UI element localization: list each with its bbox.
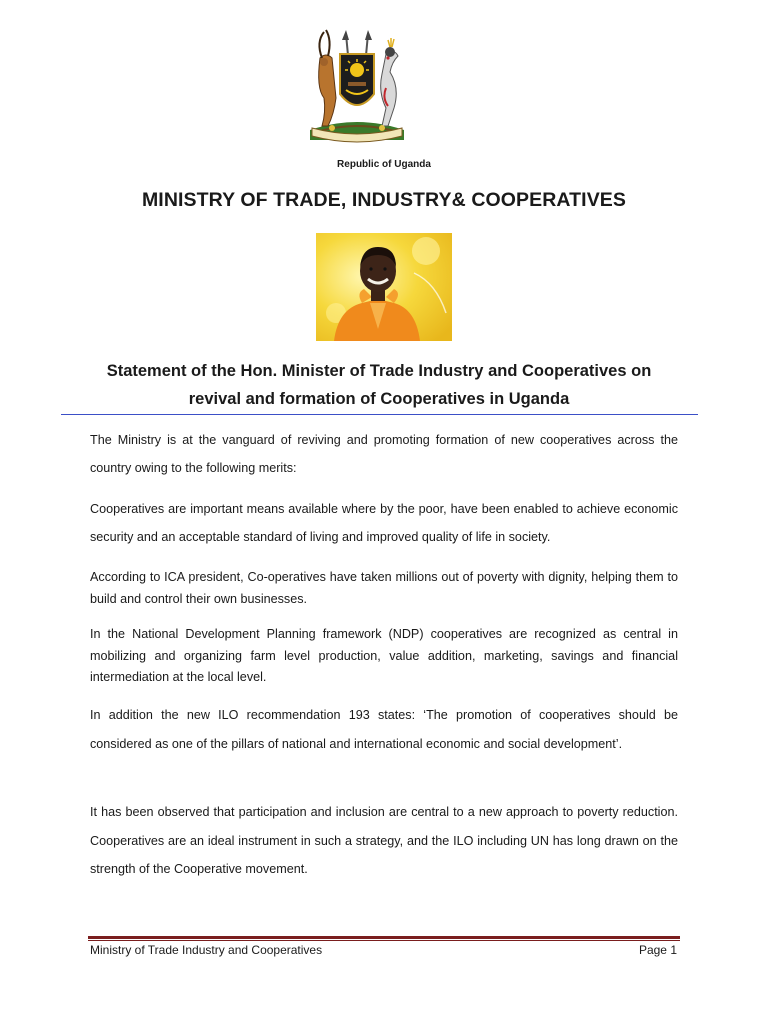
paragraph-3: According to ICA president, Co-operatives have taken millions out of poverty with dignity, helping them to build and control their own businesses. <box>90 570 678 606</box>
statement-title-line1: Statement of the Hon. Minister of Trade Industry and Cooperatives on <box>106 362 652 380</box>
republic-label: Republic of Uganda <box>337 159 431 170</box>
footer-divider <box>88 936 680 941</box>
paragraph-2: Cooperatives are important means available where by the poor, have been enabled to achieve economic security and an acceptable standard of living and improved quality of life in society. <box>90 502 678 544</box>
statement-title-line2: revival and formation of Cooperatives in Uganda <box>188 390 570 408</box>
coat-of-arms-icon <box>302 28 412 148</box>
paragraph-4: In the National Development Planning framework (NDP) cooperatives are recognized as central in mobilizing and organizing farm level production, value addition, marketing, savings and financial intermediation at the local level. <box>90 627 678 684</box>
minister-photo <box>316 233 452 341</box>
ministry-title: MINISTRY OF TRADE, INDUSTRY& COOPERATIVES <box>141 189 627 211</box>
paragraph-5: In addition the new ILO recommendation 193 states: ‘The promotion of cooperatives should be considered as one of the pillars of national and international economic and social development’. <box>90 708 678 751</box>
statement-title <box>60 357 698 413</box>
paragraph-6: It has been observed that participation and inclusion are central to a new approach to poverty reduction. Cooperatives are an ideal instrument in such a strategy, and the ILO including UN has long drawn on the strength of the Cooperative movement. <box>90 805 678 876</box>
page-number: Page 1 <box>638 943 677 957</box>
footer-ministry-name: Ministry of Trade Industry and Cooperatives <box>90 943 323 957</box>
title-divider <box>61 414 698 415</box>
paragraph-1: The Ministry is at the vanguard of reviving and promoting formation of new cooperatives across the country owing to the following merits: <box>90 433 678 475</box>
